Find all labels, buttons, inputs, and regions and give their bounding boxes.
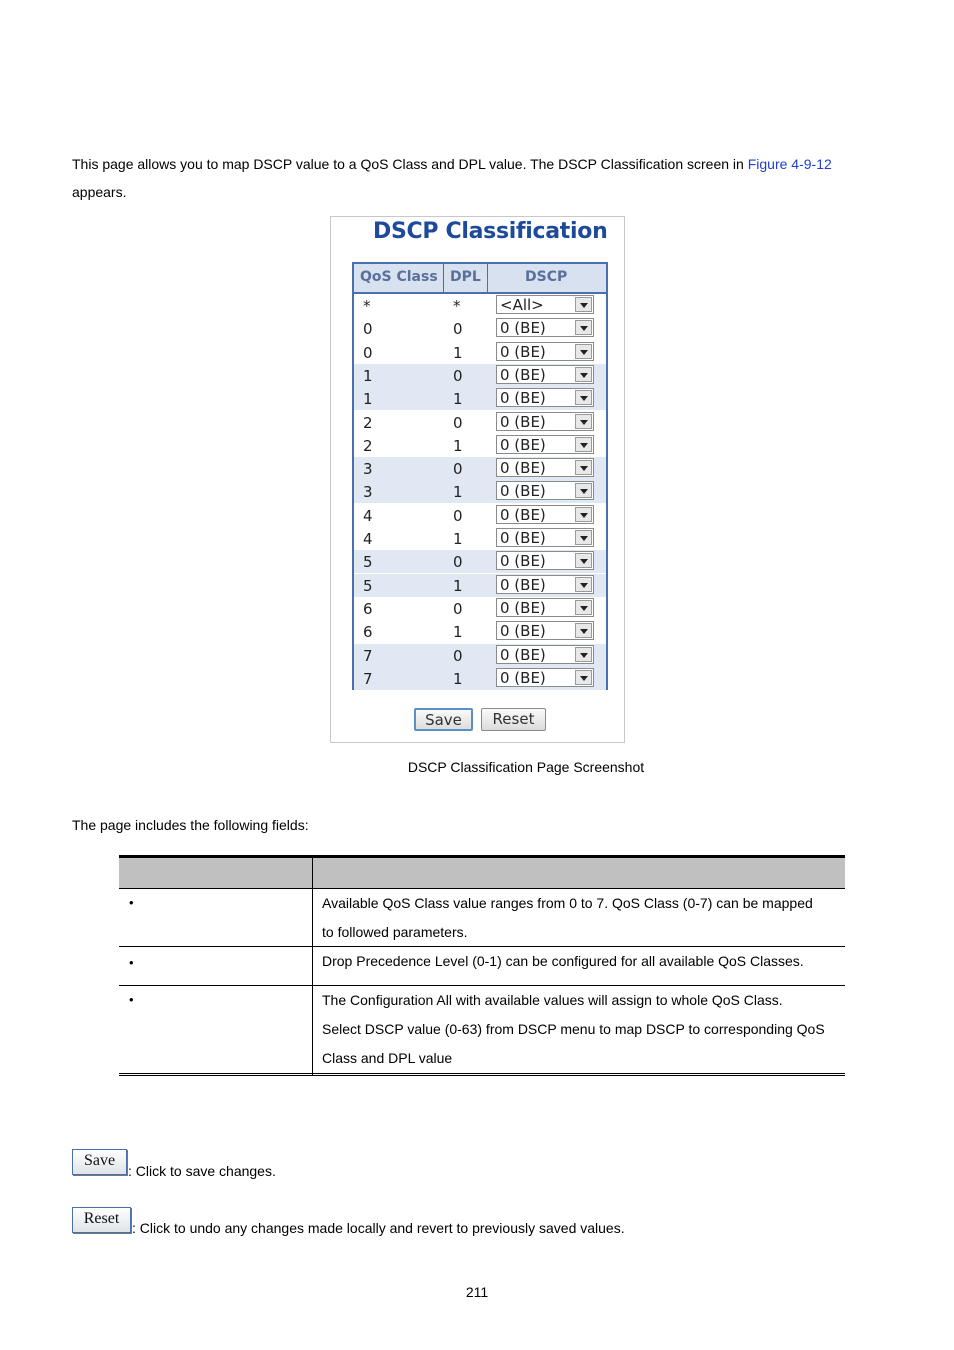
col-dpl: DPL — [450, 269, 481, 285]
dscp-select[interactable] — [496, 435, 594, 454]
dscp-select[interactable] — [496, 458, 594, 477]
dscp-select[interactable] — [496, 598, 594, 617]
qos-class-cell: 7 — [363, 646, 373, 665]
screenshot-save-button[interactable]: Save — [414, 708, 473, 731]
dpl-cell: * — [453, 297, 461, 315]
chevron-down-icon[interactable] — [575, 623, 592, 638]
dscp-select-value: 0 (BE) — [500, 575, 546, 594]
qos-class-cell: 4 — [363, 506, 373, 525]
qos-class-cell: 2 — [363, 436, 373, 455]
reset-button[interactable]: Reset — [72, 1207, 131, 1233]
chevron-down-icon[interactable] — [575, 320, 592, 335]
dscp-select-value: 0 (BE) — [500, 459, 546, 478]
qos-class-cell: 7 — [363, 669, 373, 688]
qos-class-cell: 0 — [363, 320, 373, 339]
dscp-select-value: 0 (BE) — [500, 482, 546, 501]
screenshot-reset-button[interactable]: Reset — [481, 708, 546, 731]
dscp-select-value: 0 (BE) — [500, 598, 546, 617]
chevron-down-icon[interactable] — [575, 414, 592, 429]
dpl-cell: 1 — [453, 390, 463, 409]
dscp-select[interactable] — [496, 668, 594, 687]
dpl-cell: 0 — [453, 506, 463, 525]
dscp-select-value: 0 (BE) — [500, 622, 546, 641]
dscp-select[interactable] — [496, 481, 594, 500]
dpl-cell: 0 — [453, 646, 463, 665]
intro-text: This page allows you to map DSCP value to a QoS Class and DPL value. The DSCP Classification screen in — [72, 156, 748, 172]
dscp-table-row — [354, 504, 606, 527]
dscp-select-value: 0 (BE) — [500, 529, 546, 547]
dscp-classification-screenshot — [330, 216, 625, 743]
dscp-table-row — [354, 620, 606, 643]
dscp-table-row — [354, 387, 606, 410]
qos-class-cell: 3 — [363, 460, 373, 479]
dscp-select-value: 0 (BE) — [500, 668, 546, 687]
save-description: : Click to save changes. — [128, 1163, 276, 1179]
field-row — [119, 889, 845, 947]
dpl-cell: 1 — [453, 530, 463, 548]
dscp-table-row — [354, 527, 606, 550]
dscp-select[interactable] — [496, 388, 594, 407]
qos-class-cell: 1 — [363, 390, 373, 409]
field-description: The Configuration All with available values will assign to whole QoS Class. Select DSCP value (0-63) from DSCP menu to map DSCP to corresponding QoS Class and DPL value — [322, 992, 825, 1066]
chevron-down-icon[interactable] — [575, 600, 592, 615]
dscp-select[interactable] — [496, 505, 594, 524]
dscp-select-value: <All> — [500, 296, 544, 314]
dscp-select[interactable] — [496, 551, 594, 570]
dscp-table-row — [354, 294, 606, 317]
chevron-down-icon[interactable] — [575, 367, 592, 382]
chevron-down-icon[interactable] — [575, 647, 592, 662]
chevron-down-icon[interactable] — [575, 530, 592, 545]
dscp-select-value: 0 (BE) — [500, 342, 546, 361]
dscp-select-value: 0 (BE) — [500, 505, 546, 524]
field-row — [119, 986, 845, 1072]
chevron-down-icon[interactable] — [575, 577, 592, 592]
chevron-down-icon[interactable] — [575, 344, 592, 359]
dpl-cell: 1 — [453, 483, 463, 502]
qos-class-cell: 3 — [363, 483, 373, 502]
dscp-table-row — [354, 457, 606, 480]
dscp-select[interactable] — [496, 318, 594, 337]
figure-link[interactable]: Figure 4-9-12 — [747, 156, 832, 172]
dscp-table-row — [354, 644, 606, 667]
chevron-down-icon[interactable] — [575, 553, 592, 568]
bullet: • — [129, 895, 134, 910]
dscp-select[interactable] — [496, 528, 594, 547]
chevron-down-icon[interactable] — [575, 507, 592, 522]
dscp-table-row — [354, 667, 606, 690]
dpl-cell: 1 — [453, 343, 463, 362]
figure-caption: DSCP Classification Page Screenshot — [407, 759, 645, 775]
qos-class-cell: 0 — [363, 343, 373, 362]
dscp-table-row — [354, 550, 606, 573]
dscp-select[interactable] — [496, 295, 594, 314]
chevron-down-icon[interactable] — [575, 390, 592, 405]
intro-text-end: appears. — [72, 184, 127, 200]
dscp-select[interactable] — [496, 365, 594, 384]
dscp-select-value: 0 (BE) — [500, 319, 546, 338]
qos-class-cell: 5 — [363, 576, 373, 595]
qos-class-cell: 1 — [363, 366, 373, 385]
qos-class-cell: 2 — [363, 413, 373, 432]
dscp-select-value: 0 (BE) — [500, 645, 546, 664]
qos-class-cell: 5 — [363, 553, 373, 572]
dpl-cell: 1 — [453, 669, 463, 688]
screenshot-title: DSCP Classification — [373, 219, 608, 244]
page-number: 211 — [465, 1284, 489, 1300]
dpl-cell: 1 — [453, 436, 463, 455]
qos-class-cell: 6 — [363, 623, 373, 642]
dscp-select-value: 0 (BE) — [500, 412, 546, 431]
dscp-select[interactable] — [496, 342, 594, 361]
dpl-cell: 0 — [453, 460, 463, 479]
dscp-table-row — [354, 364, 606, 387]
chevron-down-icon[interactable] — [575, 297, 592, 312]
dscp-table-row — [354, 411, 606, 434]
qos-class-cell: 6 — [363, 599, 373, 618]
dscp-table-row — [354, 434, 606, 457]
chevron-down-icon[interactable] — [575, 437, 592, 452]
chevron-down-icon[interactable] — [575, 460, 592, 475]
col-qos-class: QoS Class — [360, 269, 438, 285]
dscp-table-row — [354, 317, 606, 340]
field-row — [119, 947, 845, 986]
dscp-table — [352, 262, 608, 690]
chevron-down-icon[interactable] — [575, 483, 592, 498]
reset-description: : Click to undo any changes made locally and revert to previously saved values. — [132, 1220, 625, 1236]
field-description: Available QoS Class value ranges from 0 to 7. QoS Class (0-7) can be mapped to followed parameters. — [322, 895, 813, 940]
dscp-table-header — [354, 264, 606, 294]
dscp-table-row — [354, 480, 606, 503]
dscp-select[interactable] — [496, 575, 594, 594]
dscp-table-row — [354, 597, 606, 620]
dscp-select[interactable] — [496, 412, 594, 431]
dpl-cell: 1 — [453, 576, 463, 595]
qos-class-cell: * — [363, 297, 371, 315]
field-description: Drop Precedence Level (0-1) can be configured for all available QoS Classes. — [322, 953, 804, 969]
dscp-table-row — [354, 574, 606, 597]
bullet: • — [129, 955, 134, 970]
dscp-select-value: 0 (BE) — [500, 365, 546, 384]
dpl-cell: 0 — [453, 553, 463, 572]
dscp-select[interactable] — [496, 645, 594, 664]
col-dscp: DSCP — [525, 269, 568, 285]
dscp-select[interactable] — [496, 621, 594, 640]
dscp-select-value: 0 (BE) — [500, 435, 546, 454]
bullet: • — [129, 992, 134, 1007]
qos-class-cell: 4 — [363, 530, 373, 548]
dpl-cell: 0 — [453, 599, 463, 618]
intro-paragraph — [72, 150, 872, 206]
dpl-cell: 1 — [453, 623, 463, 642]
fields-intro: The page includes the following fields: — [72, 817, 309, 833]
dscp-table-row — [354, 341, 606, 364]
dscp-select-value: 0 (BE) — [500, 389, 546, 408]
field-table-header — [119, 858, 845, 889]
dpl-cell: 0 — [453, 320, 463, 339]
dpl-cell: 0 — [453, 366, 463, 385]
chevron-down-icon[interactable] — [575, 670, 592, 685]
dscp-select-value: 0 (BE) — [500, 552, 546, 571]
dpl-cell: 0 — [453, 413, 463, 432]
save-button[interactable]: Save — [72, 1149, 127, 1175]
